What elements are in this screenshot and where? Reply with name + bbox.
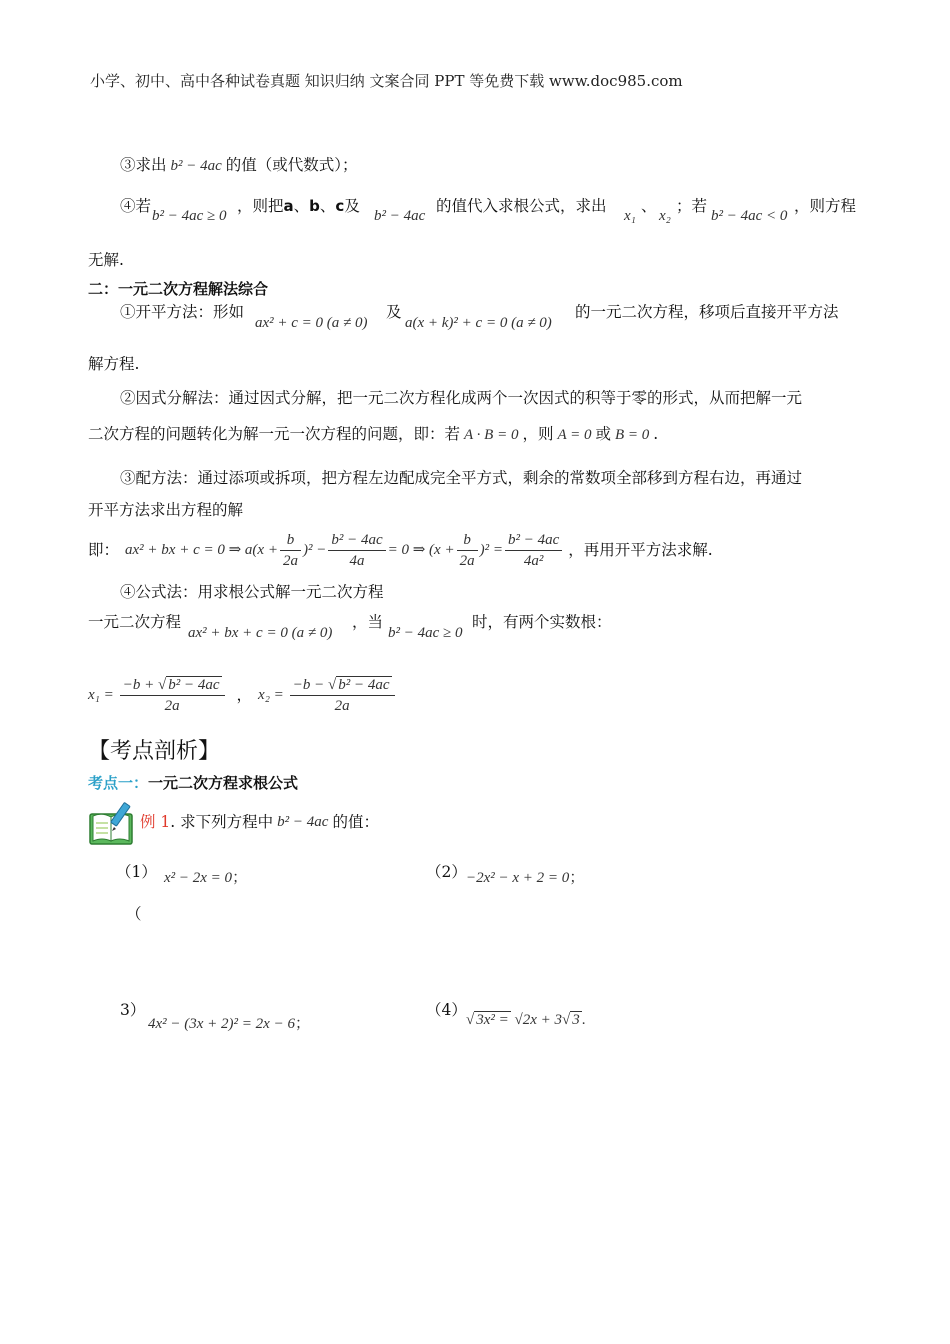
step-4-cond2: b² − 4ac < 0	[711, 208, 788, 224]
fraction	[505, 530, 562, 571]
method-3-line1: ③配方法：通过添项或拆项，把方程左边配成完全平方式，剩余的常数项全部移到方程右边，再通过	[120, 469, 803, 487]
step-4-prefix: ④若	[120, 197, 152, 215]
var-a: a	[283, 197, 294, 215]
method-2-line2-prefix: 二次方程的问题转化为解一元一次方程的问题，即：若	[88, 425, 461, 443]
denominator: 4a	[349, 552, 365, 569]
problem-2-eq	[466, 866, 584, 887]
problem-4-eq	[466, 1012, 586, 1029]
problem-1-eq	[164, 866, 247, 887]
step-4-sep3: 、	[641, 197, 657, 215]
step-4-mid3: ；若	[676, 197, 708, 215]
problem-1-end: ；	[232, 870, 248, 886]
x1-num-b: b² − 4ac	[168, 676, 220, 693]
analysis-title: 【考点剖析】	[88, 739, 221, 764]
step-4-cond1: b² − 4ac ≥ 0	[152, 208, 227, 224]
problem-4-label: （4）	[426, 1001, 467, 1019]
sqrt-icon: √	[158, 676, 167, 693]
method-3-eq-b: )² −	[302, 542, 327, 558]
problem-2-eq-text: −2x² − x + 2 = 0	[466, 870, 570, 886]
method-1-and: 及	[386, 303, 402, 321]
method-3-suffix: ，再用开平方法求解.	[568, 541, 713, 559]
problem-4-eq-a: 3x² =	[476, 1012, 509, 1028]
numerator: b	[457, 530, 478, 551]
comma: ，	[236, 686, 253, 704]
problem-3-end: ；	[294, 1016, 310, 1032]
kaodian-1	[88, 772, 298, 793]
sqrt-icon: √	[466, 1012, 475, 1028]
x2-num-a: −b −	[292, 676, 325, 693]
sep: 、	[293, 197, 310, 215]
method-3-eq-c: = 0 ⇒ (x +	[387, 542, 455, 558]
example-text: . 求下列方程中	[170, 813, 274, 831]
problem-4-eq-b: 2x + 3	[522, 1012, 563, 1028]
and-text: 及	[344, 197, 360, 215]
step-4-expr: b² − 4ac	[374, 208, 426, 224]
step-3-expr: b² − 4ac	[170, 158, 222, 174]
x1-num-a: −b +	[122, 676, 155, 693]
kaodian-title: 一元二次方程求根公式	[148, 774, 299, 792]
numerator	[290, 675, 395, 696]
method-4-eq: ax² + bx + c = 0 (a ≠ 0)	[188, 625, 333, 641]
step-4-mid1-text: ，则把	[237, 197, 284, 215]
method-4-title: ④公式法：用求根公式解一元二次方程	[120, 583, 384, 601]
fraction	[290, 675, 395, 716]
kaodian-label: 考点一：	[88, 774, 149, 792]
fraction	[328, 530, 385, 571]
step-4-cont: 无解.	[88, 251, 124, 269]
step-3	[120, 155, 358, 176]
example-expr: b² − 4ac	[277, 814, 329, 830]
x2-lhs: x₂ =	[258, 686, 284, 703]
stray-paren: （	[126, 905, 142, 923]
step-4-x1: x₁	[624, 208, 636, 224]
denominator: 4a²	[523, 552, 544, 569]
step-4-mid1	[237, 196, 360, 216]
example-suffix: 的值：	[332, 813, 379, 831]
problem-2-label: （2）	[426, 863, 467, 881]
page-header: 小学、初中、高中各种试卷真题 知识归纳 文案合同 PPT 等免费下载 www.doc985.com	[90, 72, 683, 90]
problem-3-eq-text: 4x² − (3x + 2)² = 2x − 6	[148, 1016, 295, 1032]
fraction	[280, 530, 301, 571]
end-text: .	[653, 425, 659, 443]
method-2-eq2: A = 0	[557, 427, 592, 443]
sqrt-icon: √	[514, 1012, 523, 1028]
problem-3-eq	[148, 1012, 310, 1033]
root-formula	[88, 672, 397, 718]
method-3-prefix: 即：	[88, 541, 120, 559]
step-4-suffix: ，则方程	[794, 197, 857, 215]
denominator: 2a	[459, 552, 475, 569]
method-3-eq-d: )² =	[479, 542, 503, 558]
example-label: 例 1	[140, 813, 171, 831]
method-1-eq1: ax² + c = 0 (a ≠ 0)	[255, 315, 368, 331]
problem-1-label: （1）	[116, 863, 157, 881]
or-text: 或	[595, 425, 611, 443]
method-3-line2: 开平方法求出方程的解	[88, 501, 244, 519]
problem-4-eq-c: 3	[572, 1012, 580, 1028]
method-3-line3	[88, 528, 713, 572]
method-4-when: ，当	[352, 613, 384, 631]
method-1-cont: 解方程.	[88, 355, 140, 373]
method-2-line1: ②因式分解法：通过因式分解，把一元二次方程化成两个一次因式的积等于零的形式，从而把解一元	[120, 389, 803, 407]
sqrt-icon: √	[562, 1012, 571, 1028]
var-c: c	[335, 197, 345, 215]
method-1-prefix: ①开平方法：形如	[120, 303, 245, 321]
x1-lhs: x₁ =	[88, 686, 114, 703]
method-2-eq3: B = 0	[615, 427, 650, 443]
method-3-eq-a: ax² + bx + c = 0 ⇒ a(x +	[125, 542, 278, 558]
var-b: b	[309, 197, 320, 215]
numerator: b² − 4ac	[328, 530, 385, 551]
then-text: ，则	[522, 425, 554, 443]
method-2-line2	[88, 424, 658, 445]
fraction	[457, 530, 478, 571]
denominator: 2a	[164, 697, 180, 714]
problem-2-end: ；	[569, 870, 585, 886]
numerator	[120, 675, 225, 696]
example-1	[140, 812, 379, 832]
book-icon	[87, 800, 137, 848]
step-3-prefix: ③求出	[120, 156, 167, 174]
method-1-eq2: a(x + k)² + c = 0 (a ≠ 0)	[405, 315, 552, 331]
problem-4-end: .	[581, 1012, 586, 1028]
x2-num-b: b² − 4ac	[338, 676, 390, 693]
step-4-mid2: 的值代入求根公式，求出	[436, 197, 607, 215]
method-1-suffix: 的一元二次方程，移项后直接开平方法	[575, 303, 839, 321]
method-4-cond: b² − 4ac ≥ 0	[388, 625, 463, 641]
sqrt-icon: √	[328, 676, 337, 693]
denominator: 2a	[282, 552, 298, 569]
problem-1-eq-text: x² − 2x = 0	[164, 870, 233, 886]
numerator: b² − 4ac	[505, 530, 562, 551]
fraction	[120, 675, 225, 716]
section-2-title: 二：一元二次方程解法综合	[88, 280, 269, 298]
problem-3-label: 3）	[120, 1001, 146, 1019]
denominator: 2a	[334, 697, 350, 714]
sep: 、	[319, 197, 336, 215]
method-2-eq1: A · B = 0	[464, 427, 519, 443]
numerator: b	[280, 530, 301, 551]
method-4-suffix: 时，有两个实数根：	[472, 613, 612, 631]
step-3-suffix: 的值（或代数式）；	[225, 156, 358, 174]
step-4-x2: x₂	[659, 208, 671, 224]
method-4-prefix: 一元二次方程	[88, 613, 182, 631]
